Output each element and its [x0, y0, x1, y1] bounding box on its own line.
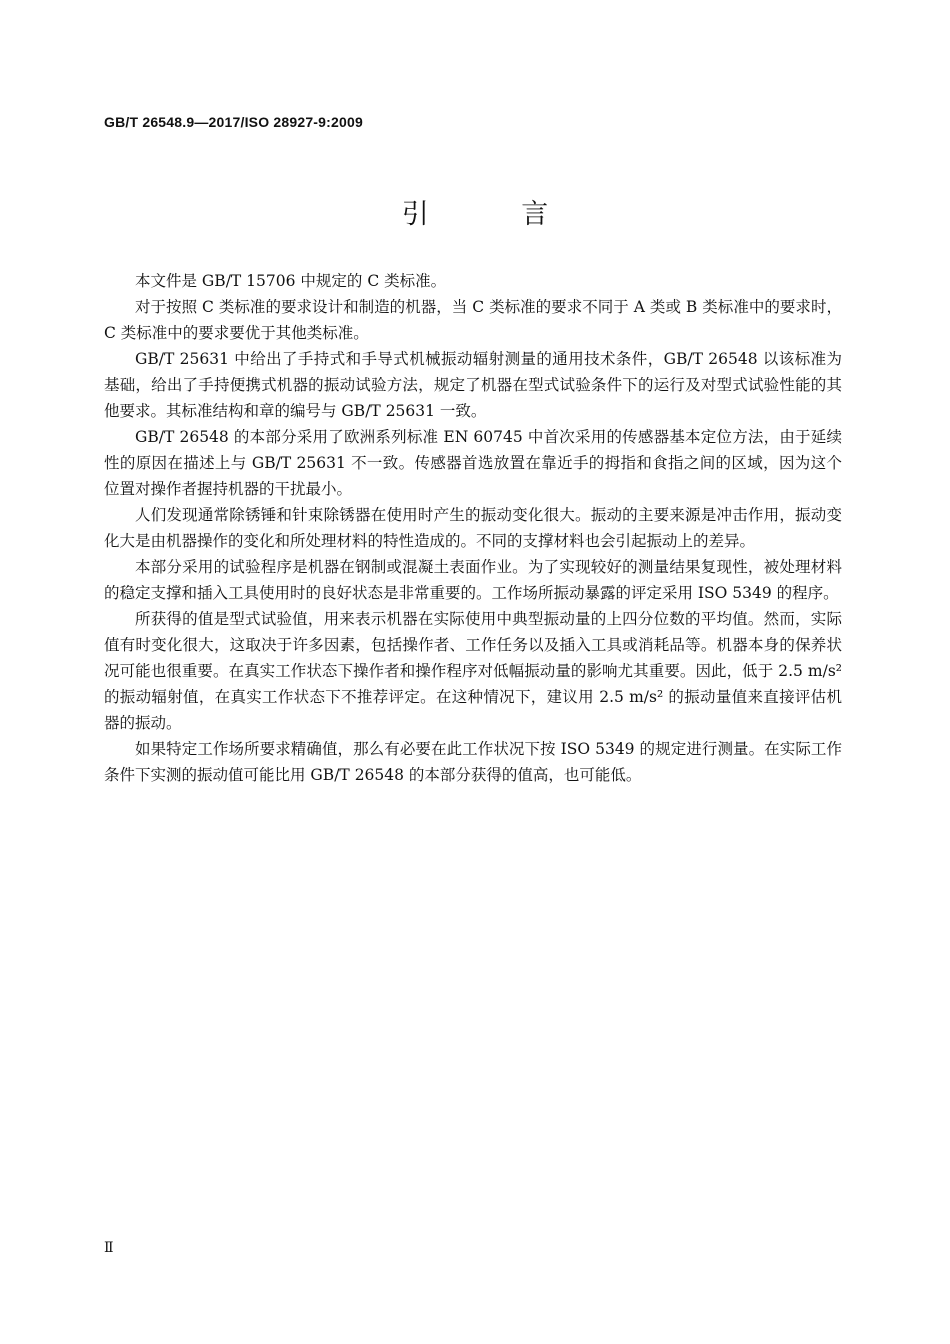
paragraph-2: 对于按照 C 类标准的要求设计和制造的机器，当 C 类标准的要求不同于 A 类或 B 类标准中的要求时，C 类标准中的要求要优于其他类标准。 [104, 298, 842, 342]
paragraph-3: GB/T 25631 中给出了手持式和手导式机械振动辐射测量的通用技术条件，GB/T 26548 以该标准为基础，给出了手持便携式机器的振动试验方法，规定了机器在型式试验条件下的运行及对型式试验性能的其他要求。其标准结构和章的编号与 GB/T 25631 一致。 [104, 350, 842, 420]
body-text [104, 268, 842, 788]
page-title: 引 言 [401, 199, 591, 230]
paragraph-5: 人们发现通常除锈锤和针束除锈器在使用时产生的振动变化很大。振动的主要来源是冲击作用，振动变化大是由机器操作的变化和所处理材料的特性造成的。不同的支撑材料也会引起振动上的差异。 [104, 506, 842, 550]
standard-code-header: GB/T 26548.9—2017/ISO 28927-9:2009 [104, 114, 363, 130]
page-number: Ⅱ [104, 1240, 114, 1256]
paragraph-1: 本文件是 GB/T 15706 中规定的 C 类标准。 [135, 272, 447, 290]
paragraph-6: 本部分采用的试验程序是机器在钢制或混凝土表面作业。为了实现较好的测量结果复现性，被处理材料的稳定支撑和插入工具使用时的良好状态是非常重要的。工作场所振动暴露的评定采用 ISO 5349 的程序。 [104, 558, 842, 602]
paragraph-7: 所获得的值是型式试验值，用来表示机器在实际使用中典型振动量的上四分位数的平均值。然而，实际值有时变化很大，这取决于许多因素，包括操作者、工作任务以及插入工具或消耗品等。机器本身的保养状况可能也很重要。在真实工作状态下操作者和操作程序对低幅振动量的影响尤其重要。因此，低于 2.5 m/s² 的振动辐射值，在真实工作状态下不推荐评定。在这种情况下，建议用 2.5 m/s² 的振动量值来直接评估机器的振动。 [104, 610, 842, 732]
paragraph-8: 如果特定工作场所要求精确值，那么有必要在此工作状况下按 ISO 5349 的规定进行测量。在实际工作条件下实测的振动值可能比用 GB/T 26548 的本部分获得的值高，也可能低。 [104, 740, 842, 784]
paragraph-4: GB/T 26548 的本部分采用了欧洲系列标准 EN 60745 中首次采用的传感器基本定位方法，由于延续性的原因在描述上与 GB/T 25631 不一致。传感器首选放置在靠近手的拇指和食指之间的区域，因为这个位置对操作者握持机器的干扰最小。 [104, 428, 842, 498]
